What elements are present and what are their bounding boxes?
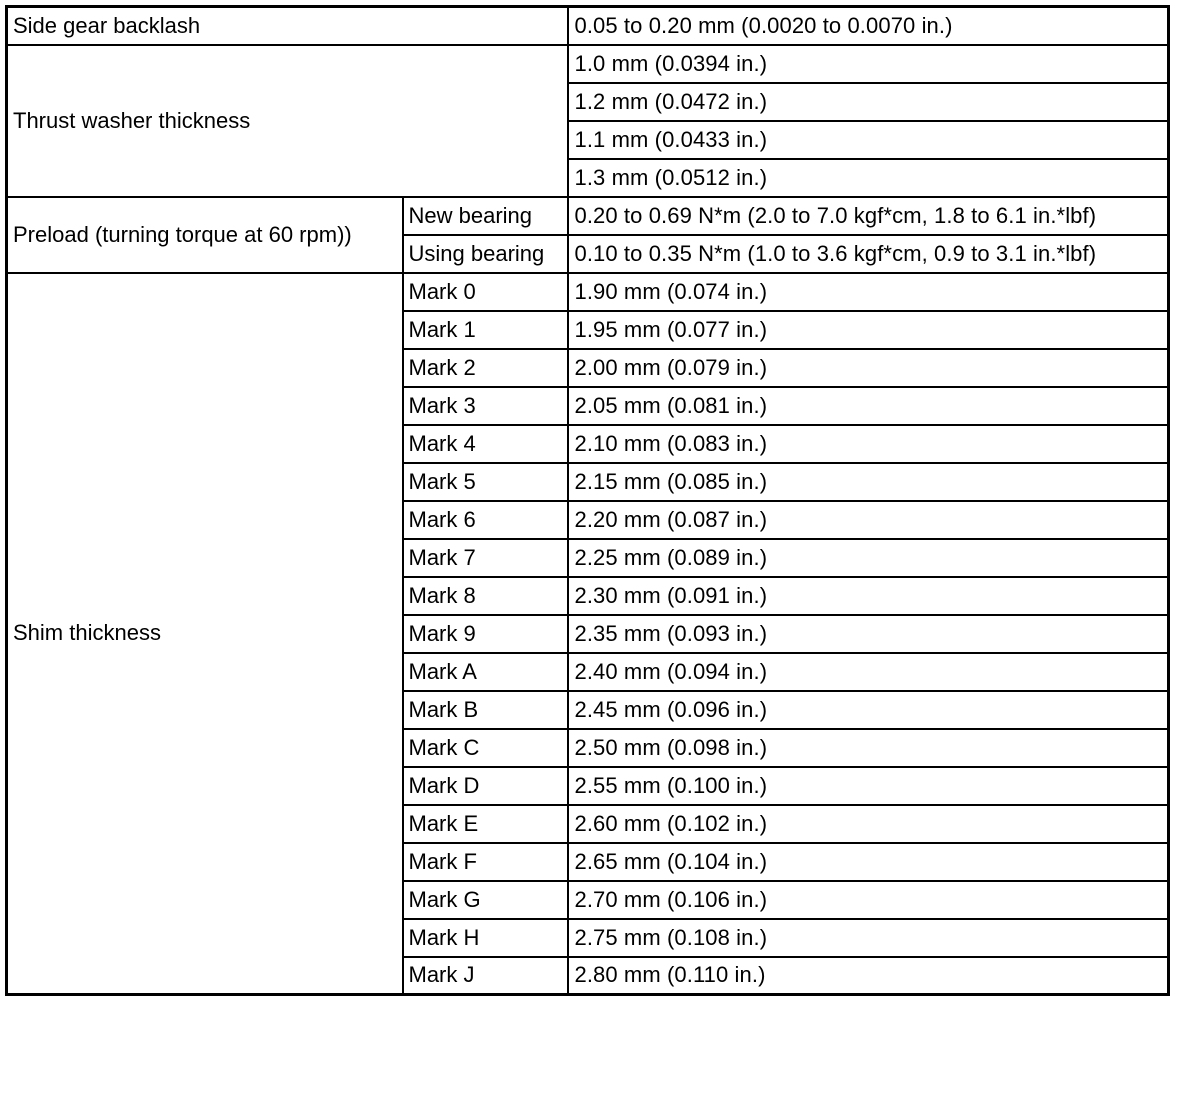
shim-mark: Mark E xyxy=(403,805,568,843)
preload-label: Preload (turning torque at 60 rpm)) xyxy=(7,197,403,273)
shim-value: 2.55 mm (0.100 in.) xyxy=(568,767,1169,805)
shim-value: 2.50 mm (0.098 in.) xyxy=(568,729,1169,767)
specifications-table xyxy=(5,5,1170,996)
shim-mark: Mark 6 xyxy=(403,501,568,539)
shim-mark: Mark C xyxy=(403,729,568,767)
shim-value: 2.65 mm (0.104 in.) xyxy=(568,843,1169,881)
shim-mark: Mark H xyxy=(403,919,568,957)
table-row xyxy=(7,7,1169,45)
side-gear-backlash-label: Side gear backlash xyxy=(7,7,568,45)
shim-value: 2.00 mm (0.079 in.) xyxy=(568,349,1169,387)
shim-value: 2.20 mm (0.087 in.) xyxy=(568,501,1169,539)
shim-value: 2.75 mm (0.108 in.) xyxy=(568,919,1169,957)
shim-mark: Mark 9 xyxy=(403,615,568,653)
preload-value: 0.20 to 0.69 N*m (2.0 to 7.0 kgf*cm, 1.8 to 6.1 in.*lbf) xyxy=(568,197,1169,235)
preload-sub-label: Using bearing xyxy=(403,235,568,273)
thrust-washer-value: 1.1 mm (0.0433 in.) xyxy=(568,121,1169,159)
shim-mark: Mark A xyxy=(403,653,568,691)
shim-mark: Mark B xyxy=(403,691,568,729)
shim-mark: Mark 7 xyxy=(403,539,568,577)
thrust-washer-value: 1.0 mm (0.0394 in.) xyxy=(568,45,1169,83)
shim-thickness-label: Shim thickness xyxy=(7,273,403,995)
shim-value: 1.95 mm (0.077 in.) xyxy=(568,311,1169,349)
table-row xyxy=(7,273,1169,311)
shim-mark: Mark 5 xyxy=(403,463,568,501)
table-row xyxy=(7,197,1169,235)
shim-value: 2.70 mm (0.106 in.) xyxy=(568,881,1169,919)
shim-value: 1.90 mm (0.074 in.) xyxy=(568,273,1169,311)
shim-value: 2.40 mm (0.094 in.) xyxy=(568,653,1169,691)
shim-mark: Mark 2 xyxy=(403,349,568,387)
side-gear-backlash-value: 0.05 to 0.20 mm (0.0020 to 0.0070 in.) xyxy=(568,7,1169,45)
shim-value: 2.80 mm (0.110 in.) xyxy=(568,957,1169,995)
specifications-table-body xyxy=(7,7,1169,995)
shim-value: 2.25 mm (0.089 in.) xyxy=(568,539,1169,577)
shim-value: 2.05 mm (0.081 in.) xyxy=(568,387,1169,425)
shim-mark: Mark 3 xyxy=(403,387,568,425)
shim-value: 2.45 mm (0.096 in.) xyxy=(568,691,1169,729)
shim-mark: Mark G xyxy=(403,881,568,919)
thrust-washer-value: 1.3 mm (0.0512 in.) xyxy=(568,159,1169,197)
shim-value: 2.35 mm (0.093 in.) xyxy=(568,615,1169,653)
shim-mark: Mark 0 xyxy=(403,273,568,311)
shim-mark: Mark F xyxy=(403,843,568,881)
shim-mark: Mark D xyxy=(403,767,568,805)
table-row xyxy=(7,45,1169,83)
shim-mark: Mark 4 xyxy=(403,425,568,463)
preload-sub-label: New bearing xyxy=(403,197,568,235)
shim-value: 2.15 mm (0.085 in.) xyxy=(568,463,1169,501)
thrust-washer-value: 1.2 mm (0.0472 in.) xyxy=(568,83,1169,121)
shim-mark: Mark 8 xyxy=(403,577,568,615)
shim-mark: Mark 1 xyxy=(403,311,568,349)
thrust-washer-thickness-label: Thrust washer thickness xyxy=(7,45,568,197)
preload-value: 0.10 to 0.35 N*m (1.0 to 3.6 kgf*cm, 0.9 to 3.1 in.*lbf) xyxy=(568,235,1169,273)
shim-value: 2.10 mm (0.083 in.) xyxy=(568,425,1169,463)
shim-value: 2.60 mm (0.102 in.) xyxy=(568,805,1169,843)
shim-value: 2.30 mm (0.091 in.) xyxy=(568,577,1169,615)
shim-mark: Mark J xyxy=(403,957,568,995)
